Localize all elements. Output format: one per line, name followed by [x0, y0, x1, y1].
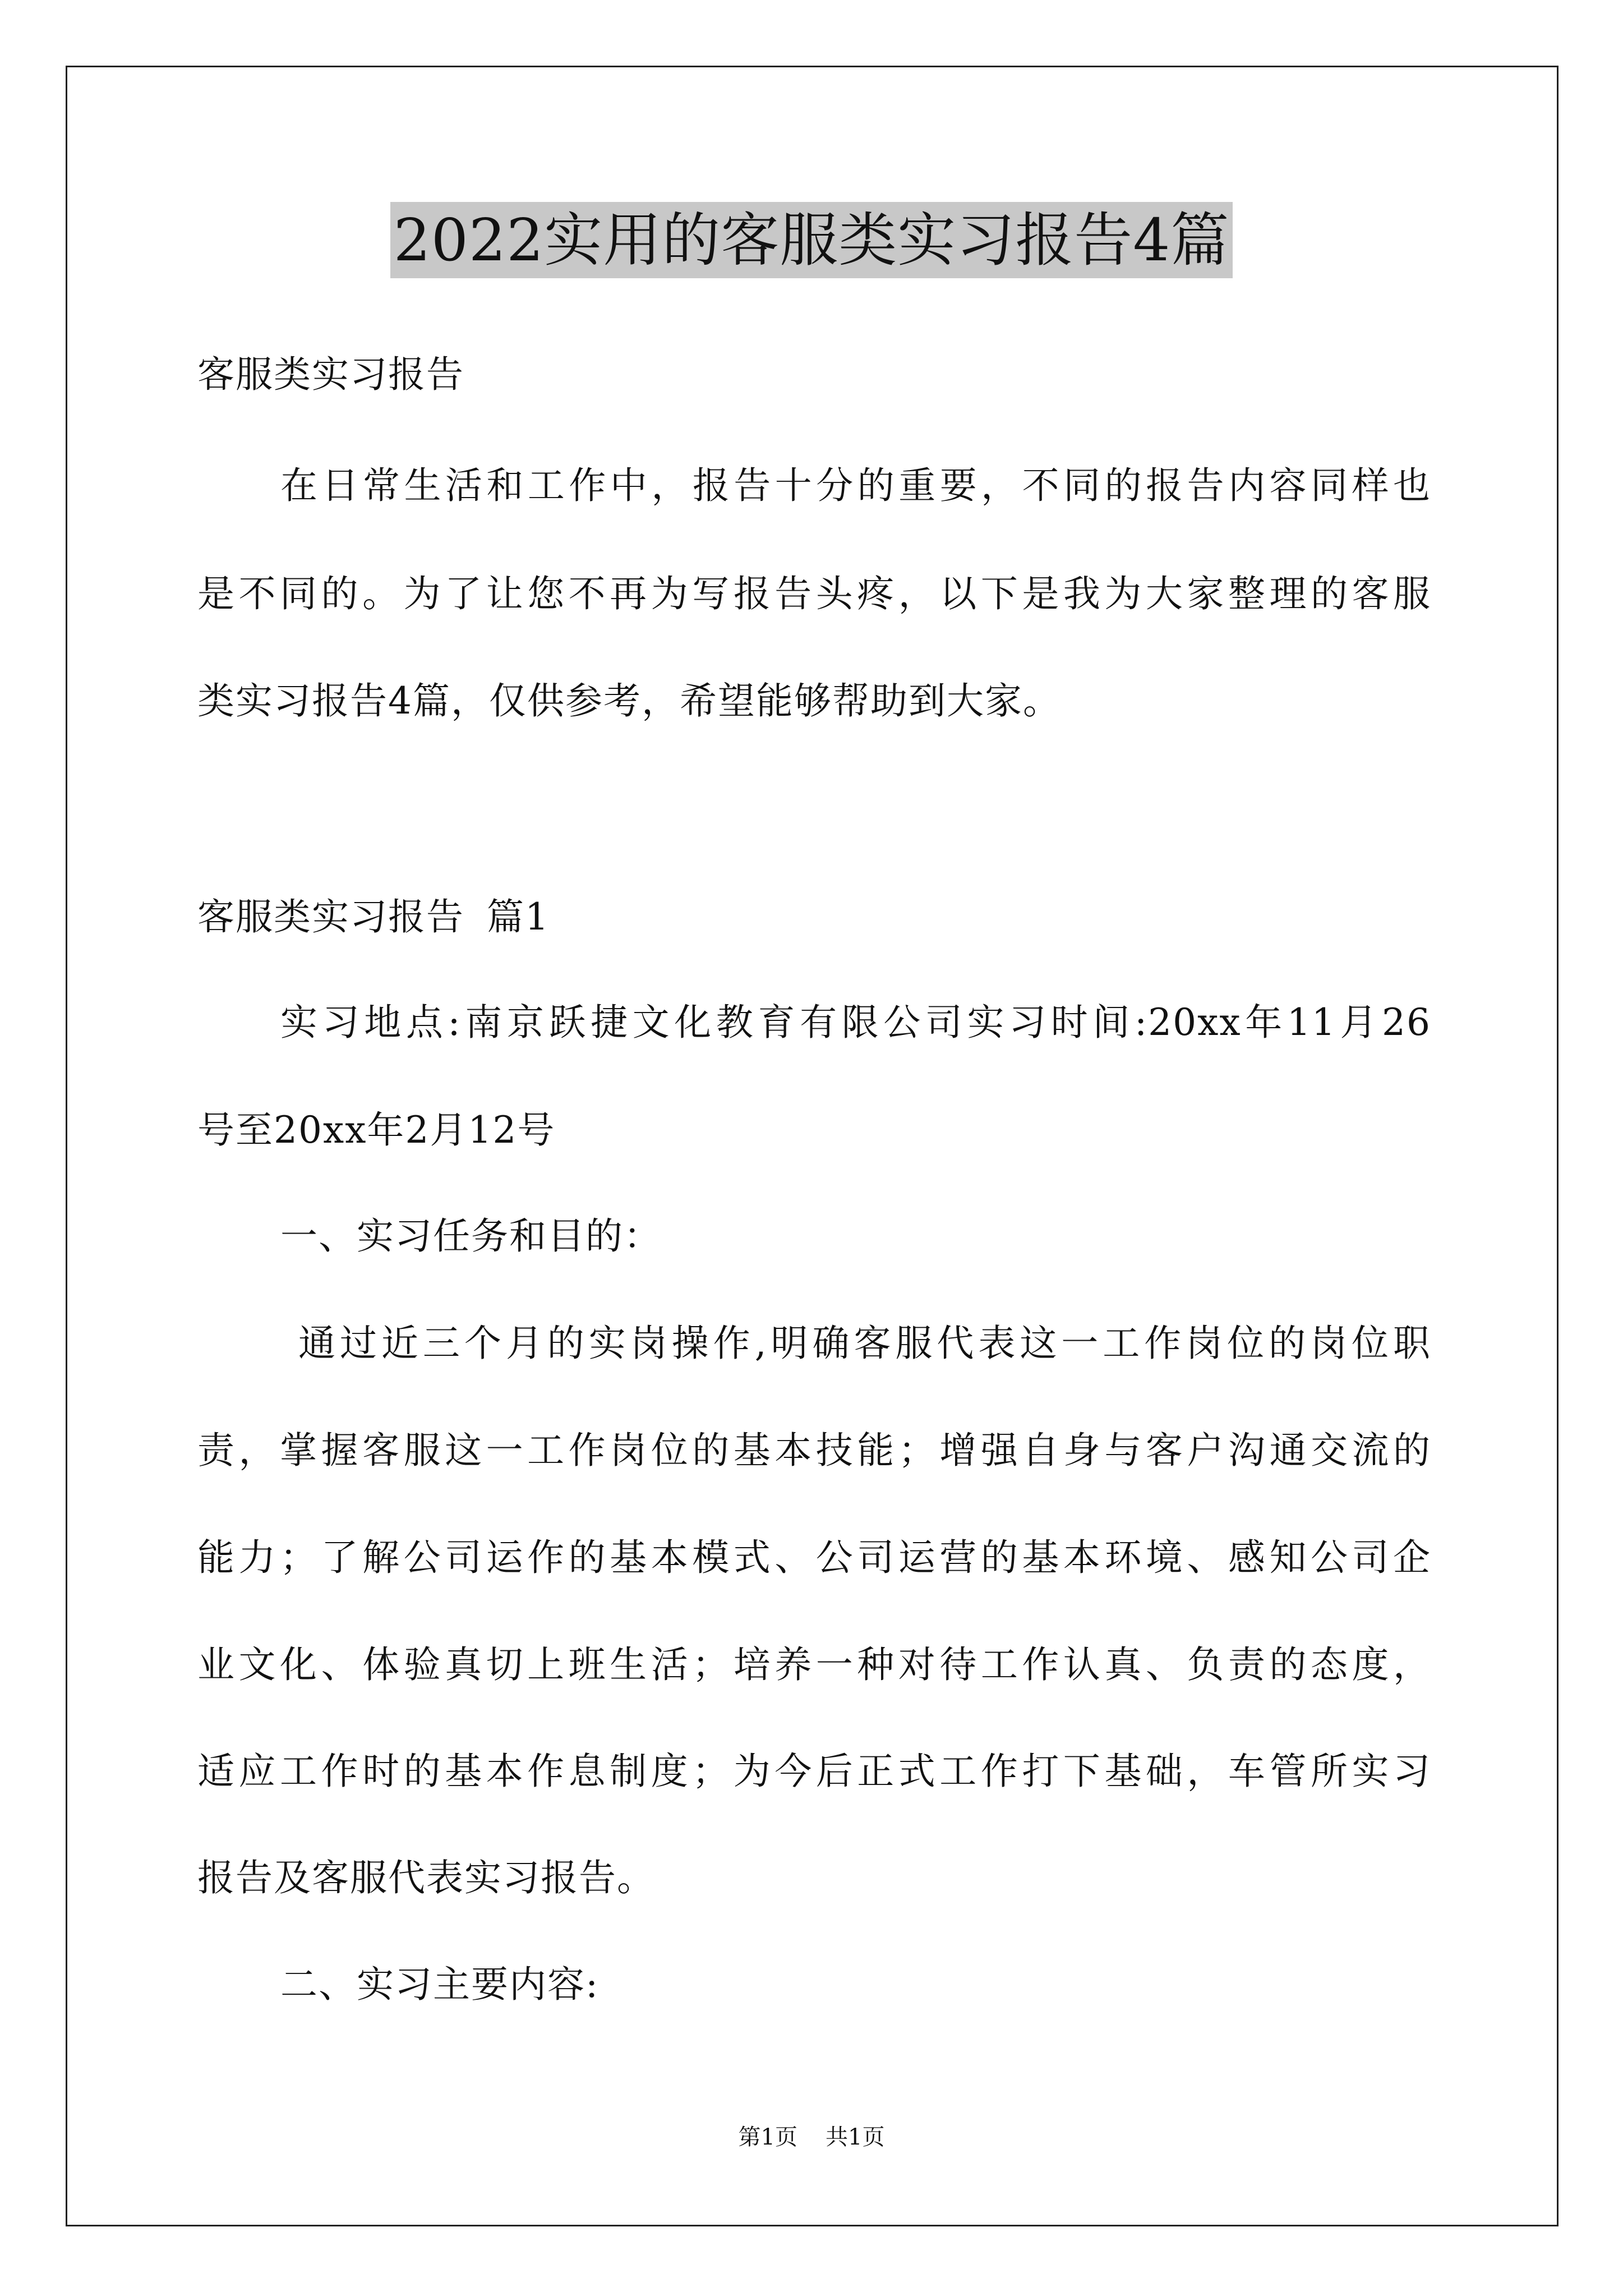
- footer-total-label: 共1页: [826, 2124, 885, 2150]
- subheading-1: 一、实习任务和目的：: [280, 1214, 662, 1258]
- body-line-5: 适应工作时的基本作息制度；为今后正式工作打下基础，车管所实习: [197, 1750, 1431, 1793]
- body-line-2: 责，掌握客服这一工作岗位的基本技能；增强自身与客户沟通交流的: [197, 1429, 1431, 1472]
- body-line-3: 能力；了解公司运作的基本模式、公司运营的基本环境、感知公司企: [197, 1536, 1431, 1579]
- section-heading-part: 篇1: [487, 895, 550, 938]
- intro-line-3: 类实习报告4篇，仅供参考，希望能够帮助到大家。: [197, 679, 1061, 723]
- document-title: 2022实用的客服类实习报告4篇: [390, 202, 1233, 278]
- body-line-4: 业文化、体验真切上班生活；培养一种对待工作认真、负责的态度，: [197, 1643, 1431, 1686]
- title-block: [0, 202, 1623, 278]
- page-footer: [0, 2120, 1623, 2154]
- section-heading-main: 客服类实习报告: [197, 895, 464, 938]
- intro-line-1: 在日常生活和工作中，报告十分的重要，不同的报告内容同样也: [280, 464, 1431, 507]
- body-line-6: 报告及客服代表实习报告。: [197, 1856, 655, 1899]
- section-heading: [197, 890, 1431, 944]
- subheading-2: 二、实习主要内容:: [280, 1963, 600, 2006]
- info-line-1: 实习地点:南京跃捷文化教育有限公司实习时间:20xx年11月26: [280, 1001, 1431, 1044]
- info-line-2: 号至20xx年2月12号: [197, 1108, 556, 1152]
- body-line-1: 通过近三个月的实岗操作,明确客服代表这一工作岗位的岗位职: [298, 1322, 1431, 1365]
- footer-page-label: 第1页: [738, 2124, 797, 2150]
- intro-line-2: 是不同的。为了让您不再为写报告头疼，以下是我为大家整理的客服: [197, 572, 1431, 615]
- intro-heading: 客服类实习报告: [197, 353, 464, 396]
